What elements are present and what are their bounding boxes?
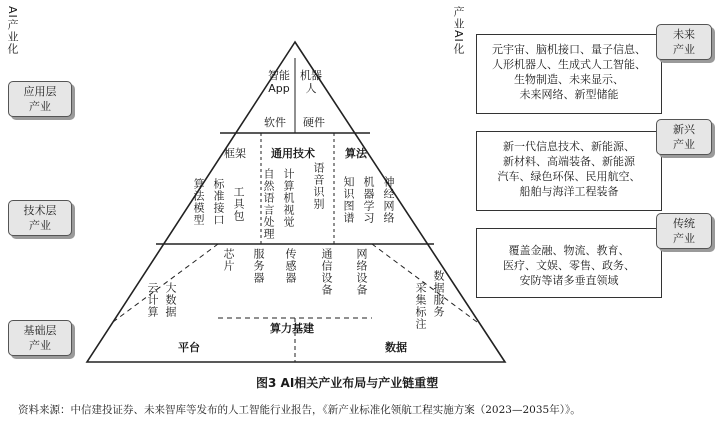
future-industry-box: 元宇宙、脑机接口、量子信息、 人形机器人、生成式人工智能、 生物制造、未来显示、 未来网络、新型储能 bbox=[476, 34, 662, 114]
base-data: 数据 bbox=[385, 341, 407, 354]
tag-future: 未来 产业 bbox=[656, 24, 712, 60]
top-app: 智能 App bbox=[268, 69, 290, 95]
base-network: 网络设备 bbox=[355, 248, 368, 296]
base-bigdata: 大数据 bbox=[164, 282, 177, 318]
tag-emerging: 新兴 产业 bbox=[656, 119, 712, 155]
top-robot: 机器 人 bbox=[300, 69, 322, 95]
base-collect: 采集标注 bbox=[414, 282, 427, 330]
left-title: AI产业化 bbox=[6, 6, 19, 55]
fw-item-1: 算法模型 bbox=[192, 178, 205, 226]
tag-traditional: 传统 产业 bbox=[656, 213, 712, 249]
base-comm: 通信设备 bbox=[320, 248, 333, 296]
figure-caption: 图3 AI相关产业布局与产业链重塑 bbox=[256, 376, 439, 390]
base-dataservice: 数据服务 bbox=[432, 270, 445, 318]
base-server: 服务器 bbox=[252, 248, 265, 284]
base-platform: 平台 bbox=[178, 341, 200, 354]
base-chip: 芯片 bbox=[222, 248, 235, 272]
base-compute: 算力基建 bbox=[270, 322, 314, 335]
layer-foundation: 基础层 产业 bbox=[8, 320, 72, 356]
mid-general-tech: 通用技术 bbox=[271, 147, 315, 160]
mid-framework: 框架 bbox=[224, 147, 246, 160]
top-hardware: 硬件 bbox=[303, 116, 325, 129]
fw-item-3: 工具包 bbox=[232, 186, 245, 222]
gen-item-1: 自然语言处理 bbox=[262, 168, 275, 240]
base-sensor: 传感器 bbox=[284, 248, 297, 284]
source-note: 资料来源：中信建投证券、未来智库等发布的人工智能行业报告，《新产业标准化领航工程实施方案（2023—2035年）》。 bbox=[18, 404, 581, 416]
alg-item-1: 知识图谱 bbox=[342, 176, 355, 224]
traditional-industry-box: 覆盖金融、物流、教育、 医疗、文娱、零售、政务、 安防等诸多垂直领域 bbox=[476, 228, 662, 298]
alg-item-3: 神经网络 bbox=[382, 176, 395, 224]
alg-item-2: 机器学习 bbox=[362, 176, 375, 224]
gen-item-3: 语音识别 bbox=[312, 162, 325, 210]
gen-item-2: 计算机视觉 bbox=[282, 168, 295, 228]
mid-algorithm: 算法 bbox=[345, 147, 367, 160]
top-software: 软件 bbox=[264, 116, 286, 129]
base-cloud: 云计算 bbox=[146, 282, 159, 318]
emerging-industry-box: 新一代信息技术、新能源、 新材料、高端装备、新能源 汽车、绿色环保、民用航空、 船舶与海洋工程装备 bbox=[476, 131, 662, 211]
fw-item-2: 标准接口 bbox=[212, 178, 225, 226]
layer-technology: 技术层 产业 bbox=[8, 200, 72, 236]
layer-application: 应用层 产业 bbox=[8, 81, 72, 117]
right-title: 产业AI化 bbox=[452, 6, 465, 55]
